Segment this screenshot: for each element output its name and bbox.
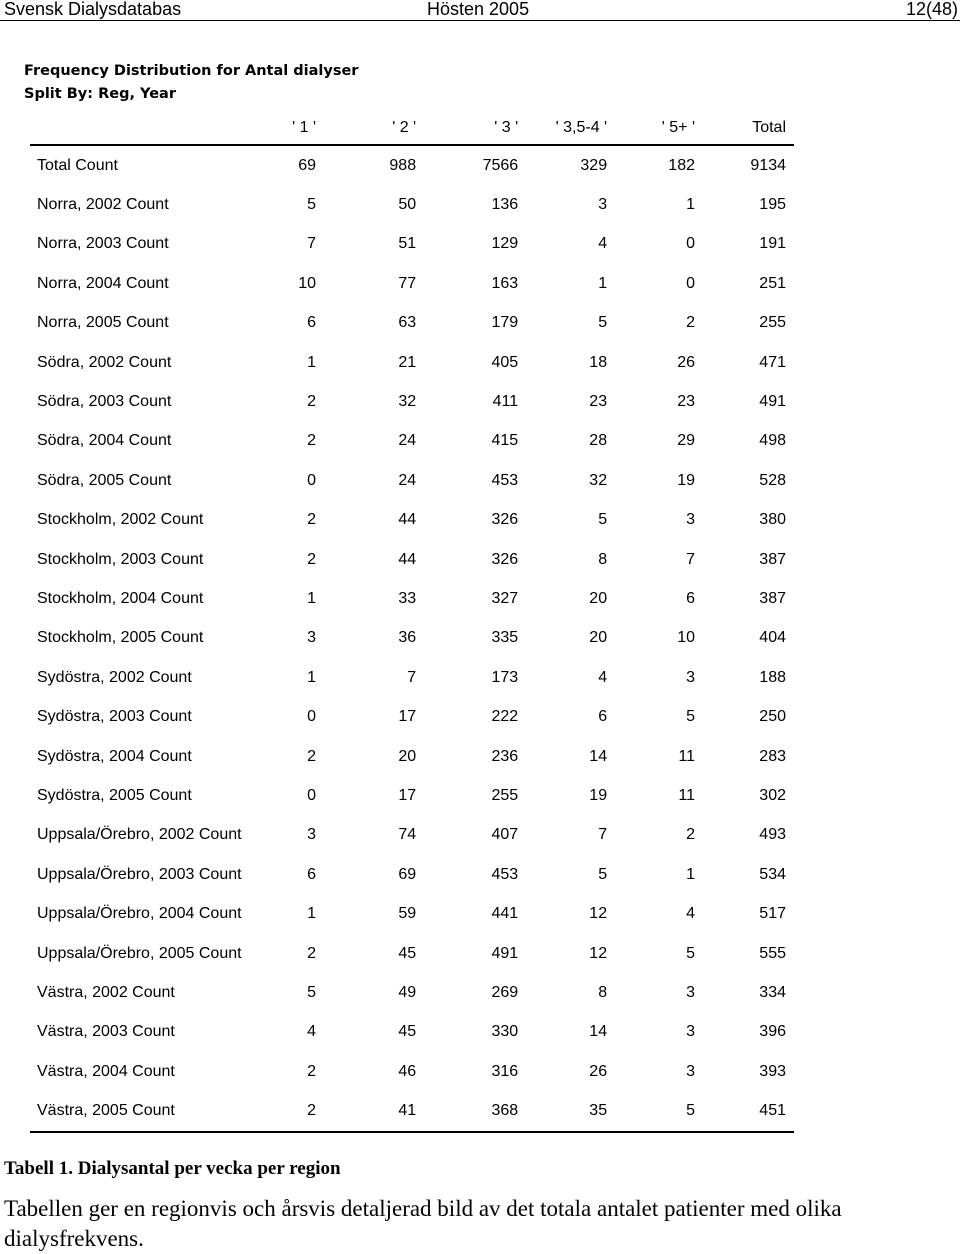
- table-cell: 0: [307, 786, 317, 804]
- row-label: Stockholm, 2003 Count: [37, 550, 204, 568]
- table-cell: 36: [398, 629, 417, 647]
- table-cell: 63: [398, 314, 417, 332]
- report-title: Frequency Distribution for Antal dialyser: [24, 63, 359, 79]
- table-cell: 517: [759, 905, 786, 923]
- table-cell: 12: [589, 905, 608, 923]
- table-cell: 387: [759, 589, 786, 607]
- table-cell: 17: [398, 708, 417, 726]
- table-cell: 191: [759, 235, 786, 253]
- table-cell: 20: [589, 629, 608, 647]
- table-cell: 3: [598, 196, 608, 214]
- row-label: Stockholm, 2002 Count: [37, 511, 204, 529]
- table-cell: 5: [598, 865, 608, 883]
- table-cell: 1: [686, 196, 695, 214]
- table-cell: 407: [491, 826, 519, 844]
- table-cell: 3: [686, 668, 695, 686]
- table-cell: 14: [589, 1023, 608, 1041]
- table-row: [30, 697, 794, 736]
- table-cell: 0: [686, 235, 695, 253]
- header-document-name: Svensk Dialysdatabas: [4, 0, 182, 19]
- table-row: [30, 461, 794, 500]
- row-label: Sydöstra, 2002 Count: [37, 668, 192, 686]
- table-row: [30, 579, 794, 618]
- table-cell: 255: [491, 786, 519, 804]
- column-header: ' 5+ ': [615, 112, 703, 145]
- table-cell: 3: [307, 629, 317, 647]
- table-cell: 6: [307, 314, 317, 332]
- table-cell: 7: [598, 826, 608, 844]
- table-cell: 20: [398, 747, 417, 765]
- table-cell: 12: [589, 944, 608, 962]
- table-cell: 45: [398, 1023, 417, 1041]
- table-cell: 44: [398, 550, 417, 568]
- row-label: Västra, 2002 Count: [37, 983, 175, 1001]
- table-cell: 32: [589, 471, 608, 489]
- table-cell: 534: [759, 865, 786, 883]
- table-cell: 7566: [482, 156, 519, 174]
- page-header: [0, 0, 960, 21]
- header-page-number: 12(48): [905, 0, 958, 19]
- table-row: [30, 894, 794, 933]
- table-cell: 222: [491, 708, 519, 726]
- table-cell: 41: [324, 1091, 424, 1131]
- table-cell: 368: [424, 1091, 526, 1131]
- column-header: ' 3 ': [424, 112, 526, 145]
- row-label: Norra, 2003 Count: [37, 235, 169, 253]
- table-cell: 302: [759, 786, 786, 804]
- table-cell: 4: [307, 1023, 317, 1041]
- table-cell: 5: [598, 314, 608, 332]
- row-label: Sydöstra, 2003 Count: [37, 708, 192, 726]
- table-cell: 19: [677, 471, 695, 489]
- column-header: ' 1 ': [262, 112, 324, 145]
- table-cell: 393: [759, 1062, 786, 1080]
- table-cell: 50: [398, 196, 417, 214]
- table-cell: 405: [491, 353, 519, 371]
- table-cell: 396: [759, 1023, 786, 1041]
- table-cell: 1: [307, 668, 317, 686]
- row-label: Uppsala/Örebro, 2003 Count: [37, 865, 242, 883]
- table-cell: 2: [307, 944, 317, 962]
- table-cell: 69: [298, 156, 317, 174]
- column-header: ' 3,5-4 ': [526, 112, 615, 145]
- table-cell: 195: [759, 196, 786, 214]
- table-row: [30, 776, 794, 815]
- table-cell: 404: [759, 629, 786, 647]
- column-header: ' 2 ': [324, 112, 424, 145]
- table-cell: 326: [491, 550, 519, 568]
- table-cell: 18: [589, 353, 608, 371]
- table-cell: 1: [686, 865, 695, 883]
- table-cell: 988: [389, 156, 417, 174]
- row-label: Södra, 2002 Count: [37, 353, 172, 371]
- row-label: Norra, 2004 Count: [37, 274, 169, 292]
- table-cell: 24: [398, 432, 417, 450]
- table-cell: 14: [589, 747, 608, 765]
- table-cell: 4: [598, 668, 608, 686]
- row-label: Sydöstra, 2004 Count: [37, 747, 192, 765]
- table-cell: 7: [686, 550, 695, 568]
- table-cell: 20: [589, 589, 608, 607]
- table-row: [30, 264, 794, 303]
- table-cell: 10: [677, 629, 695, 647]
- header-period: Hösten 2005: [427, 0, 530, 19]
- table-cell: 173: [491, 668, 519, 686]
- row-label: Total Count: [37, 156, 118, 174]
- table-cell: 29: [677, 432, 695, 450]
- row-label: Stockholm, 2004 Count: [37, 589, 204, 607]
- table-row: [30, 934, 794, 973]
- table-row: [30, 501, 794, 540]
- row-label: Västra, 2004 Count: [37, 1062, 175, 1080]
- row-label: Södra, 2003 Count: [37, 393, 172, 411]
- table-row: [30, 619, 794, 658]
- table-row: [30, 1052, 794, 1091]
- table-cell: 316: [491, 1062, 519, 1080]
- row-label: Uppsala/Örebro, 2002 Count: [37, 826, 242, 844]
- table-row: [30, 185, 794, 224]
- table-cell: 380: [759, 511, 786, 529]
- row-label: Södra, 2005 Count: [37, 471, 172, 489]
- table-header-row: [30, 112, 794, 145]
- row-label: Västra, 2003 Count: [37, 1023, 175, 1041]
- table-cell: 2: [307, 1062, 317, 1080]
- table-cell: 528: [759, 471, 786, 489]
- table-caption: Tabell 1. Dialysantal per vecka per region: [4, 1158, 341, 1179]
- table-cell: 2: [307, 550, 317, 568]
- table-cell: 35: [526, 1091, 615, 1131]
- table-row: [30, 737, 794, 776]
- table-cell: 11: [678, 747, 695, 765]
- table-cell: 3: [686, 1023, 695, 1041]
- table-cell: 59: [398, 905, 417, 923]
- table-cell: 74: [398, 826, 417, 844]
- table-cell: 163: [491, 274, 519, 292]
- table-body: [30, 145, 794, 1132]
- table-cell: 335: [491, 629, 519, 647]
- table-cell: 179: [491, 314, 519, 332]
- table-cell: 8: [598, 983, 608, 1001]
- table-row: [30, 855, 794, 894]
- table-cell: 28: [589, 432, 608, 450]
- table-cell: 1: [598, 274, 608, 292]
- table-cell: 9134: [750, 156, 786, 174]
- table-cell: 451: [703, 1091, 794, 1131]
- table-cell: 136: [491, 196, 519, 214]
- row-label: Norra, 2005 Count: [37, 314, 169, 332]
- table-cell: 329: [580, 156, 608, 174]
- table-cell: 2: [262, 1091, 324, 1131]
- table-cell: 1: [307, 589, 317, 607]
- table-cell: 251: [759, 274, 786, 292]
- table-cell: 11: [678, 786, 695, 804]
- table-cell: 26: [677, 353, 695, 371]
- table-cell: 17: [398, 786, 417, 804]
- table-cell: 334: [759, 983, 786, 1001]
- table-cell: 255: [759, 314, 786, 332]
- table-cell: 2: [686, 826, 695, 844]
- table-cell: 330: [491, 1023, 519, 1041]
- table-cell: 7: [307, 235, 317, 253]
- table-cell: 5: [307, 196, 317, 214]
- table-cell: 129: [491, 235, 519, 253]
- table-cell: 4: [598, 235, 608, 253]
- table-row: [30, 225, 794, 264]
- table-cell: 269: [491, 983, 519, 1001]
- table-row: [30, 343, 794, 382]
- table-cell: 3: [307, 826, 317, 844]
- table-cell: 5: [686, 944, 695, 962]
- row-label: Uppsala/Örebro, 2004 Count: [37, 905, 242, 923]
- table-cell: 411: [492, 393, 519, 411]
- table-cell: 5: [598, 511, 608, 529]
- table-cell: 23: [589, 393, 608, 411]
- frequency-table: [30, 112, 794, 1133]
- table-cell: 250: [759, 708, 786, 726]
- table-cell: 387: [759, 550, 786, 568]
- table-cell: 498: [759, 432, 786, 450]
- table-cell: 26: [589, 1062, 608, 1080]
- table-row: [30, 816, 794, 855]
- table-cell: 453: [491, 865, 519, 883]
- table-row: [30, 382, 794, 421]
- table-cell: 7: [407, 668, 417, 686]
- table-cell: 327: [491, 589, 519, 607]
- table-row: [30, 1013, 794, 1052]
- table-cell: 2: [307, 393, 317, 411]
- table-cell: 44: [398, 511, 417, 529]
- table-cell: 0: [686, 274, 695, 292]
- table-cell: 3: [686, 1062, 695, 1080]
- table-cell: 0: [307, 708, 317, 726]
- table-cell: 188: [759, 668, 786, 686]
- table-cell: 415: [491, 432, 519, 450]
- table-cell: 2: [307, 511, 317, 529]
- table-cell: 182: [668, 156, 695, 174]
- table-row: [30, 1091, 794, 1131]
- row-label: Uppsala/Örebro, 2005 Count: [37, 944, 242, 962]
- table-cell: 5: [307, 983, 317, 1001]
- table-row: [30, 145, 794, 185]
- row-label: Norra, 2002 Count: [37, 196, 169, 214]
- table-cell: 46: [398, 1062, 417, 1080]
- table-cell: 491: [491, 944, 519, 962]
- table-cell: 2: [686, 314, 695, 332]
- table-row: [30, 304, 794, 343]
- column-header: Total: [703, 112, 794, 145]
- table-cell: 471: [759, 353, 786, 371]
- table-cell: 3: [686, 983, 695, 1001]
- table-cell: 3: [686, 511, 695, 529]
- table-cell: 6: [686, 589, 695, 607]
- table-cell: 326: [491, 511, 519, 529]
- table-cell: 8: [598, 550, 608, 568]
- table-cell: 69: [398, 865, 417, 883]
- table-cell: 19: [589, 786, 608, 804]
- body-paragraph: Tabellen ger en regionvis och årsvis detaljerad bild av det totala antalet patienter med olika dialysfrekvens.: [4, 1196, 842, 1251]
- table-cell: 1: [307, 353, 317, 371]
- row-label: Södra, 2004 Count: [37, 432, 172, 450]
- table-cell: 555: [759, 944, 786, 962]
- table-cell: 32: [398, 393, 417, 411]
- table-cell: 77: [398, 274, 417, 292]
- table-row: [30, 540, 794, 579]
- table-cell: 493: [759, 826, 786, 844]
- table-cell: 33: [398, 589, 417, 607]
- table-cell: 10: [298, 274, 317, 292]
- table-cell: 5: [686, 708, 695, 726]
- table-cell: 283: [759, 747, 786, 765]
- table-cell: 21: [398, 353, 417, 371]
- table-row: [30, 973, 794, 1012]
- table-cell: 6: [307, 865, 317, 883]
- table-cell: 2: [307, 747, 317, 765]
- table-cell: 441: [491, 905, 519, 923]
- table-cell: 24: [398, 471, 417, 489]
- table-cell: 6: [598, 708, 608, 726]
- table-cell: 491: [759, 393, 786, 411]
- table-row: [30, 422, 794, 461]
- report-split-by: Split By: Reg, Year: [24, 86, 176, 102]
- table-cell: 236: [491, 747, 519, 765]
- row-label: Sydöstra, 2005 Count: [37, 786, 192, 804]
- table-cell: 23: [677, 393, 695, 411]
- table-cell: 51: [398, 235, 417, 253]
- table-cell: 49: [398, 983, 417, 1001]
- table-cell: 5: [615, 1091, 703, 1131]
- column-header-row-label: [30, 112, 262, 145]
- table-cell: 4: [686, 905, 695, 923]
- table-cell: 2: [307, 432, 317, 450]
- table-row: [30, 658, 794, 697]
- table-cell: 1: [307, 905, 317, 923]
- table-cell: 453: [491, 471, 519, 489]
- row-label: Västra, 2005 Count: [30, 1091, 262, 1131]
- table-cell: 0: [307, 471, 317, 489]
- row-label: Stockholm, 2005 Count: [37, 629, 204, 647]
- table-cell: 45: [398, 944, 417, 962]
